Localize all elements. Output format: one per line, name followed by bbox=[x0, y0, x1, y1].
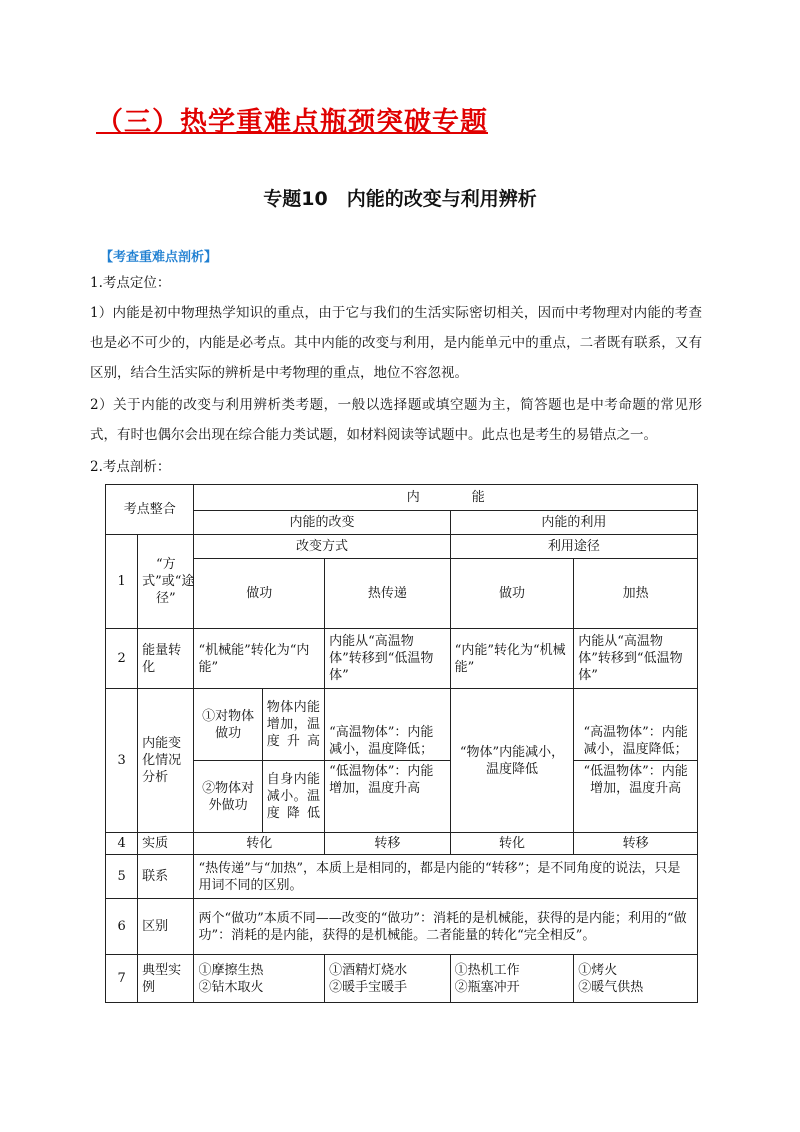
row-4-cell-4: 转移 bbox=[574, 833, 698, 855]
header-change: 内能的改变 bbox=[194, 511, 450, 535]
row-4-cell-1: 转化 bbox=[194, 833, 325, 855]
header-neineng: 内 能 bbox=[194, 485, 698, 511]
example-2a: ①酒精灯烧水 bbox=[329, 962, 408, 978]
row-6-text: 两个“做功”本质不同——改变的“做功”：消耗的是机械能，获得的是内能；利用的“做功”：消耗的是内能，获得的是机械能。二者能量的转化“完全相反”。 bbox=[194, 899, 698, 955]
row-2-number: 2 bbox=[106, 629, 138, 689]
row-3-sub-b-label: ②物体对外做功 bbox=[194, 761, 262, 833]
row-3-number: 3 bbox=[106, 689, 138, 833]
row-3-cell-2-top: “高温物体”：内能减小，温度降低； bbox=[325, 722, 450, 761]
example-4a: ①烤火 bbox=[578, 962, 618, 978]
row-3-cell-3: “物体”内能减小，温度降低 bbox=[450, 689, 574, 833]
example-3a: ①热机工作 bbox=[454, 962, 520, 978]
row-4-number: 4 bbox=[106, 833, 138, 855]
row-5-label: 联系 bbox=[138, 855, 194, 899]
row-3-sub-b-text: 自身内能减小。温度降低 bbox=[262, 761, 324, 833]
row-3-cell-4-top: “高温物体”：内能减小，温度降低； bbox=[574, 722, 697, 761]
row-7-number: 7 bbox=[106, 955, 138, 1003]
row-1-number: 1 bbox=[106, 535, 138, 629]
paragraph-4: 2.考点剖析： bbox=[90, 459, 171, 475]
row-2-cell-1: “机械能”转化为“内能” bbox=[194, 629, 325, 689]
example-2b: ②暖手宝暖手 bbox=[329, 979, 408, 995]
row-3-sub-a-text: 物体内能增加，温度升高 bbox=[262, 689, 324, 761]
row-2-cell-2: 内能从“高温物体”转移到“低温物体” bbox=[325, 629, 451, 689]
row-5-text: “热传递”与“加热”，本质上是相同的，都是内能的“转移”；是不同角度的说法，只是用词不同的区别。 bbox=[194, 855, 698, 899]
row-7-cell-3 bbox=[450, 955, 574, 1003]
row-2-label: 能量转化 bbox=[138, 629, 194, 689]
example-1b: ②钻木取火 bbox=[198, 979, 264, 995]
paragraph-3: 2）关于内能的改变与利用辨析类考题，一般以选择题或填空题为主，简答题也是中考命题的常见形式，有时也偶尔会出现在综合能力类试题，如材料阅读等试题中。此点也是考生的易错点之一。 bbox=[90, 397, 702, 443]
paragraph-2: 1）内能是初中物理热学知识的重点，由于它与我们的生活实际密切相关，因而中考物理对内能的考查也是必不可少的，内能是必考点。其中内能的改变与利用，是内能单元中的重点，二者既有联系，又有区别，结合生活实际的辨析是中考物理的重点，地位不容忽视。 bbox=[90, 305, 702, 381]
knowledge-table bbox=[105, 484, 698, 1003]
row-3-cell-4 bbox=[574, 689, 698, 833]
header-use: 内能的利用 bbox=[450, 511, 697, 535]
example-1a: ①摩擦生热 bbox=[198, 962, 264, 978]
row-5-number: 5 bbox=[106, 855, 138, 899]
row-3-cell-4-bottom: “低温物体”：内能增加，温度升高 bbox=[583, 764, 688, 796]
row-4-cell-2: 转移 bbox=[325, 833, 451, 855]
row-1-label: “方式”或“途径” bbox=[138, 535, 194, 629]
row-2-cell-4: 内能从“高温物体”转移到“低温物体” bbox=[574, 629, 698, 689]
paragraph-1: 1.考点定位： bbox=[90, 275, 171, 291]
row-4-label: 实质 bbox=[138, 833, 194, 855]
row-1-cell-3: 做功 bbox=[450, 559, 574, 629]
row-6-number: 6 bbox=[106, 899, 138, 955]
row-6-label: 区别 bbox=[138, 899, 194, 955]
row-7-label: 典型实例 bbox=[138, 955, 194, 1003]
row-7-cell-2 bbox=[325, 955, 451, 1003]
row-1-cell-1: 做功 bbox=[194, 559, 325, 629]
row-7-cell-1 bbox=[194, 955, 325, 1003]
section-label: 【考查重难点剖析】 bbox=[100, 250, 218, 265]
series-title: （三）热学重难点瓶颈突破专题 bbox=[96, 107, 488, 138]
row-3-sub-a-label: ①对物体做功 bbox=[194, 689, 262, 761]
row-4-cell-3: 转化 bbox=[450, 833, 574, 855]
use-path-header: 利用途径 bbox=[450, 535, 697, 559]
change-method-header: 改变方式 bbox=[194, 535, 450, 559]
row-3-cell-2 bbox=[325, 689, 451, 833]
row-3-label: 内能变化情况分析 bbox=[138, 689, 194, 833]
row-7-cell-4 bbox=[574, 955, 698, 1003]
page-title: 专题10 内能的改变与利用辨析 bbox=[263, 188, 537, 210]
example-4b: ②暖气供热 bbox=[578, 979, 644, 995]
row-1-cell-4: 加热 bbox=[574, 559, 698, 629]
row-1-cell-2: 热传递 bbox=[325, 559, 451, 629]
example-3b: ②瓶塞冲开 bbox=[454, 979, 520, 995]
row-2-cell-3: “内能”转化为“机械能” bbox=[450, 629, 574, 689]
row-3-cell-2-bottom: “低温物体”：内能增加，温度升高 bbox=[329, 764, 434, 796]
header-kaodian: 考点整合 bbox=[106, 485, 194, 535]
